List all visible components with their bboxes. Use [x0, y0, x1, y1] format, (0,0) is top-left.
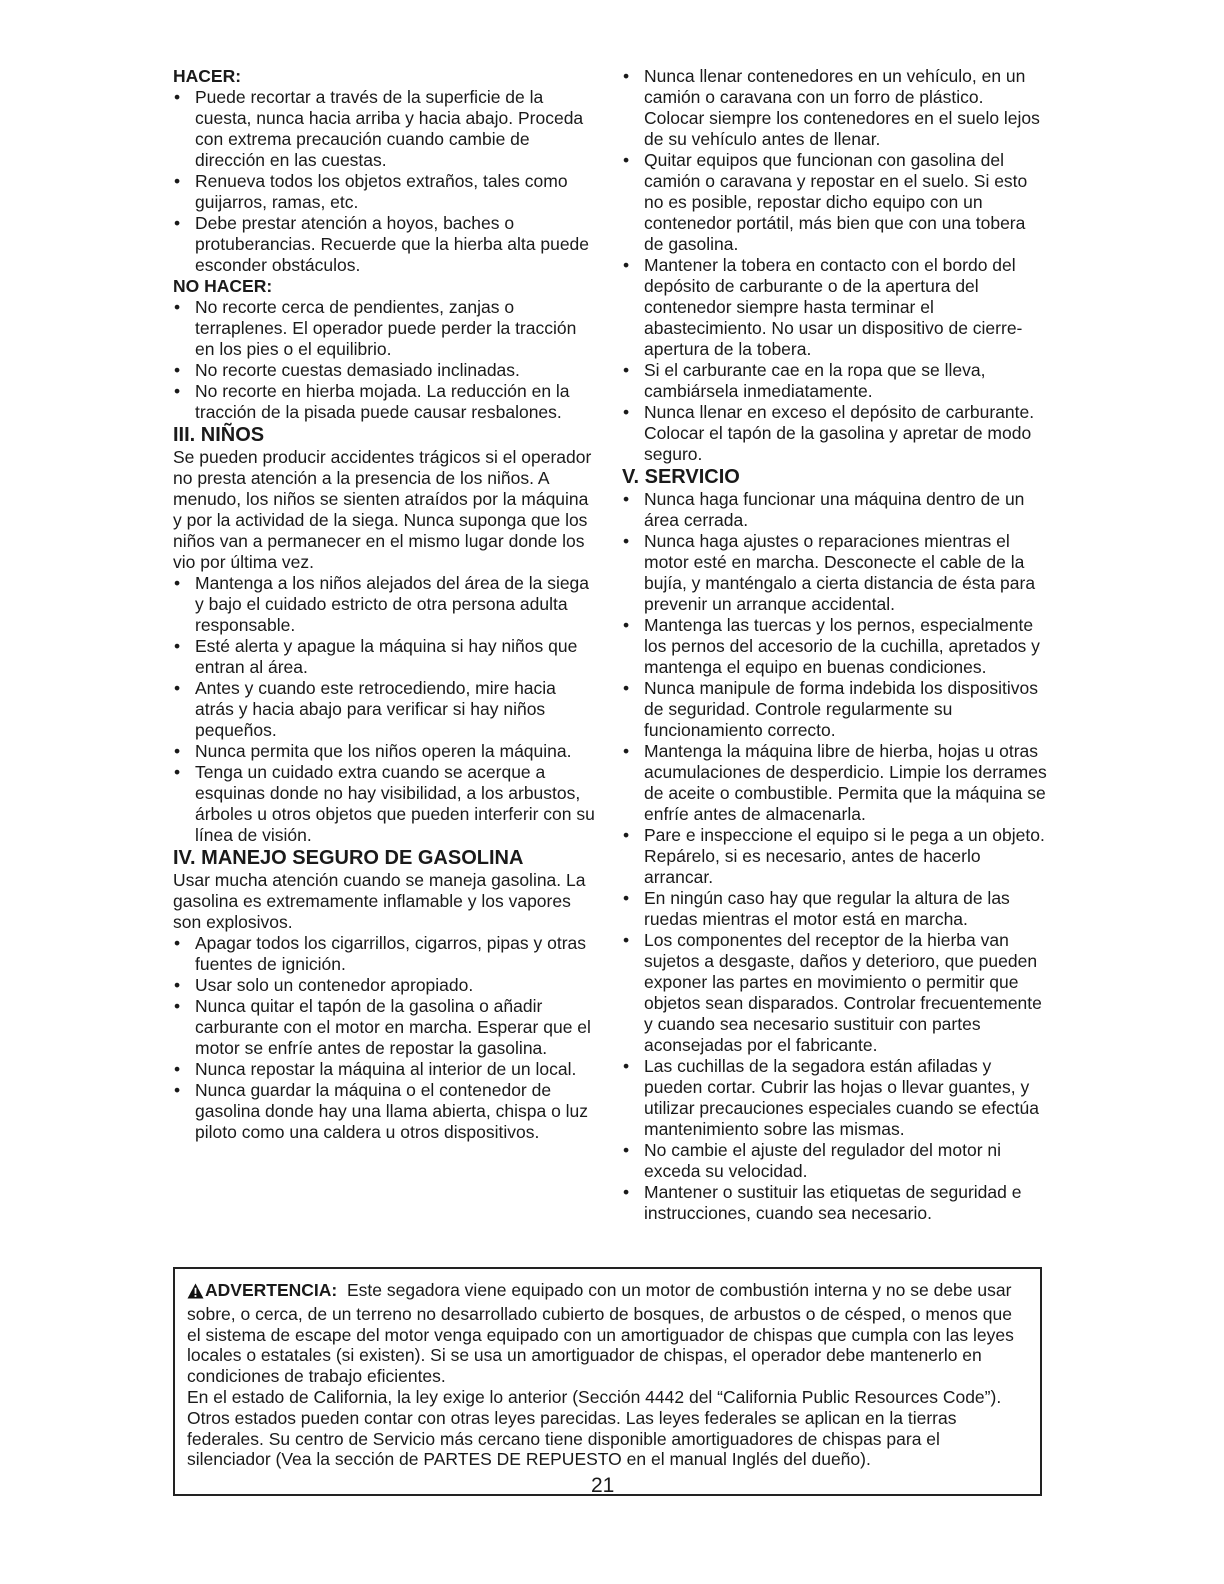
list-item: • Pare e inspeccione el equipo si le pega a un objeto. Repárelo, si es necesario, antes de hacerlo arrancar.: [622, 825, 1048, 888]
list-item: • No recorte cerca de pendientes, zanjas o terraplenes. El operador puede perder la tracción en los pies o el equilibrio.: [173, 297, 598, 360]
list-item: • No recorte en hierba mojada. La reducción en la tracción de la pisada puede causar resbalones.: [173, 381, 598, 423]
list-item: • Antes y cuando este retrocediendo, mire hacia atrás y hacia abajo para verificar si hay niños pequeños.: [173, 678, 598, 741]
list-item: • Los componentes del receptor de la hierba van sujetos a desgaste, daños y deterioro, que pueden exponer las partes en movimiento o permitir que objetos sean disparados. Controlar frecuentemente y cuando sea necesario sustituir con partes aconsejadas por el fabricante.: [622, 930, 1048, 1056]
hacer-list: [173, 87, 598, 276]
warning-text-1: Este segadora viene equipado con un motor de combustión interna y no se debe usar sobre, o cerca, de un terreno no desarrollado cubierto de bosques, de arbustos o de césped, o menos que el sistema de escape del motor venga equipado con un amortiguador de chispas que cumpla con las leyes locales o estatales (si existen). Si se usa un amortiguador de chispas, el operador debe mantenerlo en condiciones de trabajo eficientes.: [187, 1280, 1014, 1387]
gasolina-intro: Usar mucha atención cuando se maneja gasolina. La gasolina es extremamente inflamable y los vapores son explosivos.: [173, 870, 586, 932]
list-item: • Mantener la tobera en contacto con el bordo del depósito de carburante o de la apertura del contenedor siempre hasta terminar el abastecimiento. No usar un dispositivo de cierre-apertura de la tobera.: [622, 255, 1048, 360]
list-item: • Nunca llenar en exceso el depósito de carburante. Colocar el tapón de la gasolina y apretar de modo seguro.: [622, 402, 1048, 465]
list-item: • Renueva todos los objetos extraños, tales como guijarros, ramas, etc.: [173, 171, 598, 213]
list-item: • Nunca manipule de forma indebida los dispositivos de seguridad. Controle regularmente su funcionamiento correcto.: [622, 678, 1048, 741]
no-hacer-list: [173, 297, 598, 423]
list-item: • Tenga un cuidado extra cuando se acerque a esquinas donde no hay visibilidad, a los arbustos, árboles u otros objetos que pueden interferir con su línea de visión.: [173, 762, 598, 846]
list-item: • Nunca llenar contenedores en un vehículo, en un camión o caravana con un forro de plástico. Colocar siempre los contenedores en el suelo lejos de su vehículo antes de llenar.: [622, 66, 1048, 150]
list-item: • Nunca guardar la máquina o el contenedor de gasolina donde hay una llama abierta, chispa o luz piloto como una caldera u otros dispositivos.: [173, 1080, 598, 1143]
list-item: • Mantenga a los niños alejados del área de la siega y bajo el cuidado estricto de otra persona adulta responsable.: [173, 573, 598, 636]
heading-gasolina: IV. MANEJO SEGURO DE GASOLINA: [173, 847, 524, 869]
right-column: [622, 66, 1048, 1224]
list-item: • Esté alerta y apague la máquina si hay niños que entran al área.: [173, 636, 598, 678]
servicio-list: [622, 489, 1048, 1224]
list-item: • Si el carburante cae en la ropa que se lleva, cambiársela inmediatamente.: [622, 360, 1048, 402]
ninos-list: [173, 573, 598, 846]
list-item: • No recorte cuestas demasiado inclinadas.: [173, 360, 598, 381]
heading-servicio: V. SERVICIO: [622, 466, 740, 488]
warning-text-2: En el estado de California, la ley exige lo anterior (Sección 4442 del “California Public Resources Code”). Otros estados pueden contar con otras leyes parecidas. Las leyes federales se aplican en la tierras federales. Su centro de Servicio más cercano tiene disponible amortiguadores de chispas para el silenciador (Vea la sección de PARTES DE REPUESTO en el manual Inglés del dueño).: [187, 1386, 1002, 1470]
list-item: • Nunca haga ajustes o reparaciones mientras el motor esté en marcha. Desconecte el cable de la bujía, y manténgalo a cierta distancia de ésta para prevenir un arranque accidental.: [622, 531, 1048, 615]
left-column: [173, 66, 598, 1143]
list-item: • Nunca haga funcionar una máquina dentro de un área cerrada.: [622, 489, 1048, 531]
list-item: • Las cuchillas de la segadora están afiladas y pueden cortar. Cubrir las hojas o llevar guantes, y utilizar precauciones especiales cuando se efectúa mantenimiento sobre las mismas.: [622, 1056, 1048, 1140]
list-item: • No cambie el ajuste del regulador del motor ni exceda su velocidad.: [622, 1140, 1048, 1182]
list-item: • Puede recortar a través de la superficie de la cuesta, nunca hacia arriba y hacia abajo. Proceda con extrema precaución cuando cambie de dirección en las cuestas.: [173, 87, 598, 171]
list-item: • Mantenga la máquina libre de hierba, hojas u otras acumulaciones de desperdicio. Limpie los derrames de aceite o combustible. Permita que la máquina se enfríe antes de almacenarla.: [622, 741, 1048, 825]
heading-no-hacer: NO HACER:: [173, 276, 273, 296]
gasolina-cont-list: [622, 66, 1048, 465]
list-item: • Nunca permita que los niños operen la máquina.: [173, 741, 598, 762]
list-item: • En ningún caso hay que regular la altura de las ruedas mientras el motor está en marcha.: [622, 888, 1048, 930]
list-item: • Nunca repostar la máquina al interior de un local.: [173, 1059, 598, 1080]
page-number: 21: [591, 1474, 615, 1497]
list-item: • Apagar todos los cigarrillos, cigarros, pipas y otras fuentes de ignición.: [173, 933, 598, 975]
heading-ninos: III. NIÑOS: [173, 424, 265, 446]
warning-box: [173, 1267, 1042, 1496]
gasolina-list: [173, 933, 598, 1143]
ninos-intro: Se pueden producir accidentes trágicos si el operador no presta atención a la presencia de los niños. A menudo, los niños se sienten atraídos por la máquina y por la actividad de la siega. Nunca suponga que los niños van a permanecer en el mismo lugar donde los vio por última vez.: [173, 447, 592, 572]
list-item: • Nunca quitar el tapón de la gasolina o añadir carburante con el motor en marcha. Esperar que el motor se enfríe antes de repostar la gasolina.: [173, 996, 598, 1059]
warning-triangle-icon: [187, 1283, 204, 1304]
list-item: • Debe prestar atención a hoyos, baches o protuberancias. Recuerde que la hierba alta puede esconder obstáculos.: [173, 213, 598, 276]
warning-label: ADVERTENCIA:: [205, 1280, 338, 1300]
list-item: • Quitar equipos que funcionan con gasolina del camión o caravana y repostar en el suelo. Si esto no es posible, repostar dicho equipo con un contenedor portátil, más bien que con una tobera de gasolina.: [622, 150, 1048, 255]
list-item: • Mantenga las tuercas y los pernos, especialmente los pernos del accesorio de la cuchilla, apretados y mantenga el equipo en buenas condiciones.: [622, 615, 1048, 678]
heading-hacer: HACER:: [173, 66, 242, 86]
list-item: • Usar solo un contenedor apropiado.: [173, 975, 598, 996]
warning-paragraph: [187, 1280, 1028, 1387]
list-item: • Mantener o sustituir las etiquetas de seguridad e instrucciones, cuando sea necesario.: [622, 1182, 1048, 1224]
